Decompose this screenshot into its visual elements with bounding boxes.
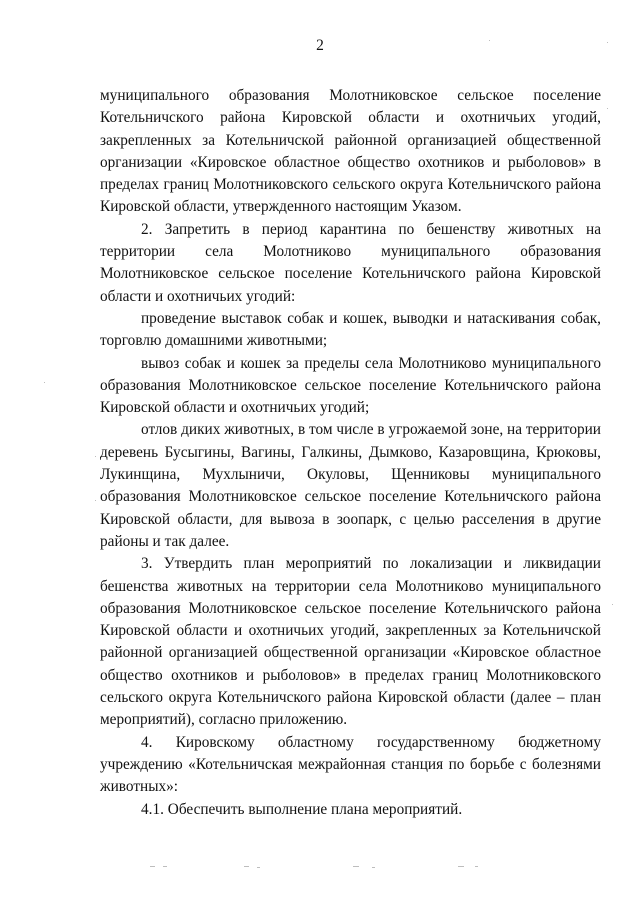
paragraph-item-2-export: вывоз собак и кошек за пределы села Молотниково муниципального образования Молотниковское сельское поселение Котельничского района Кировской области и охотничьих угодий; [100,354,601,417]
page-number: 2 [316,37,324,54]
paragraph-continuation: муниципального образования Молотниковское сельское поселение Котельничского района Кировской области и охотничьих угодий, закрепленных за Котельничской районной организацией общественной организации «Кировское областное общество охотников и рыболовов» в пределах границ Молотниковского сельского округа Котельничского района Кировской области, утвержденного настоящим Указом. [100,87,601,216]
document-body [100,85,601,821]
paragraph-item-2: 2. Запретить в период карантина по бешенству животных на территории села Молотниково муниципального образования Молотниковское сельское поселение Котельничского района Кировской области и охотничьих угодий: [100,220,601,305]
paragraph-item-2-capture: отлов диких животных, в том числе в угрожаемой зоне, на территории деревень Бусыгины, Вагины, Галкины, Дымково, Казаровщина, Крюковы, Лукинщина, Мухлыничи, Окуловы, Щенниковы муниципального образования Молотниковское сельское поселение Котельничского района Кировской области, для вывоза в зоопарк, с целью расселения в другие районы и так далее. [100,421,601,550]
paragraph-item-4-1: 4.1. Обеспечить выполнение плана мероприятий. [141,800,463,818]
paragraph-item-4: 4. Кировскому областному государственному бюджетному учреждению «Котельничская межрайонная станция по борьбе с болезнями животных»: [100,733,601,796]
paragraph-item-2-exhibitions: проведение выставок собак и кошек, выводки и натаскивания собак, торговлю домашними животными; [100,309,601,350]
paragraph-item-3: 3. Утвердить план мероприятий по локализации и ликвидации бешенства животных на территории села Молотниково муниципального образования Молотниковское сельское поселение Котельничского района Кировской области и охотничьих угодий, закрепленных за Котельничской районной организацией общественной организации «Кировское областное общество охотников и рыболовов» в пределах границ Молотниковского сельского округа Котельничского района Кировской области (далее – план мероприятий), согласно приложению. [100,555,601,729]
